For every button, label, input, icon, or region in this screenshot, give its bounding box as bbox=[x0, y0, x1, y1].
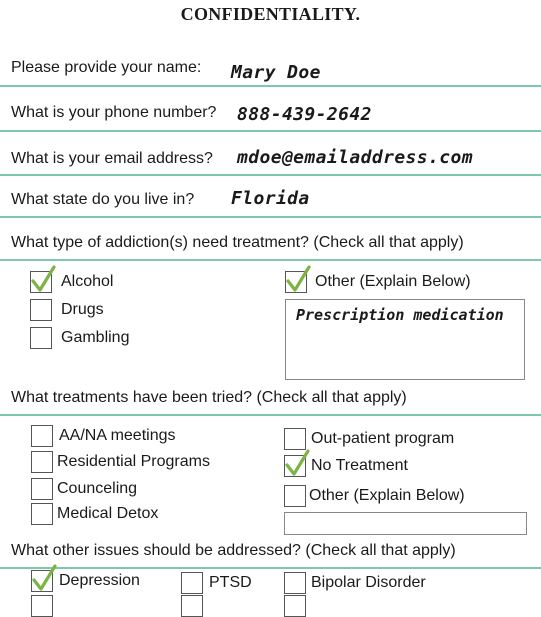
checkbox[interactable] bbox=[181, 595, 203, 617]
state-question: What state do you live in? bbox=[11, 191, 195, 208]
bipolar-checkbox[interactable] bbox=[284, 572, 306, 594]
treatments-other-label: Other (Explain Below) bbox=[309, 487, 465, 504]
medical-detox-checkbox[interactable] bbox=[31, 503, 53, 525]
checkbox[interactable] bbox=[31, 595, 53, 617]
phone-answer[interactable]: 888-439-2642 bbox=[237, 104, 372, 125]
email-answer[interactable]: mdoe@emailaddress.com bbox=[237, 147, 473, 168]
aa-na-checkbox[interactable] bbox=[31, 425, 53, 447]
form-heading: CONFIDENTIALITY. bbox=[180, 4, 361, 24]
addiction-question: What type of addiction(s) need treatment? (Check all that apply) bbox=[11, 234, 464, 251]
state-answer[interactable]: Florida bbox=[231, 188, 310, 209]
divider bbox=[0, 216, 541, 218]
addiction-other-checkbox[interactable] bbox=[285, 271, 307, 293]
depression-label: Depression bbox=[59, 572, 140, 589]
residential-label: Residential Programs bbox=[57, 453, 210, 470]
drugs-label: Drugs bbox=[61, 301, 104, 318]
counceling-checkbox[interactable] bbox=[31, 478, 53, 500]
checkmark-icon bbox=[30, 264, 56, 294]
phone-question: What is your phone number? bbox=[11, 104, 217, 121]
no-treatment-label: No Treatment bbox=[311, 457, 408, 474]
name-answer[interactable]: Mary Doe bbox=[231, 62, 321, 83]
alcohol-checkbox[interactable] bbox=[30, 271, 52, 293]
checkmark-icon bbox=[31, 563, 57, 593]
divider bbox=[0, 414, 541, 416]
residential-checkbox[interactable] bbox=[31, 451, 53, 473]
email-question: What is your email address? bbox=[11, 150, 213, 167]
no-treatment-checkbox[interactable] bbox=[284, 455, 306, 477]
gambling-label: Gambling bbox=[61, 329, 130, 346]
medical-detox-label: Medical Detox bbox=[57, 505, 159, 522]
name-question: Please provide your name: bbox=[11, 59, 202, 76]
treatments-other-checkbox[interactable] bbox=[284, 485, 306, 507]
treatments-other-input[interactable] bbox=[284, 512, 527, 535]
gambling-checkbox[interactable] bbox=[30, 327, 52, 349]
checkmark-icon bbox=[284, 448, 310, 478]
addiction-other-text: Prescription medication bbox=[296, 306, 504, 324]
outpatient-label: Out-patient program bbox=[311, 430, 455, 447]
ptsd-checkbox[interactable] bbox=[181, 572, 203, 594]
divider bbox=[0, 174, 541, 176]
addiction-other-label: Other (Explain Below) bbox=[315, 273, 471, 290]
issues-question: What other issues should be addressed? (Check all that apply) bbox=[11, 542, 456, 559]
outpatient-checkbox[interactable] bbox=[284, 428, 306, 450]
checkmark-icon bbox=[285, 264, 311, 294]
bipolar-label: Bipolar Disorder bbox=[311, 574, 426, 591]
treatments-question: What treatments have been tried? (Check all that apply) bbox=[11, 389, 407, 406]
divider bbox=[0, 259, 541, 261]
depression-checkbox[interactable] bbox=[31, 570, 53, 592]
aa-na-label: AA/NA meetings bbox=[59, 427, 176, 444]
divider bbox=[0, 567, 541, 569]
divider bbox=[0, 85, 541, 87]
divider bbox=[0, 130, 541, 132]
alcohol-label: Alcohol bbox=[61, 273, 114, 290]
ptsd-label: PTSD bbox=[209, 574, 252, 591]
checkbox[interactable] bbox=[284, 595, 306, 617]
addiction-other-textarea[interactable] bbox=[285, 299, 525, 380]
drugs-checkbox[interactable] bbox=[30, 299, 52, 321]
counceling-label: Counceling bbox=[57, 480, 138, 497]
